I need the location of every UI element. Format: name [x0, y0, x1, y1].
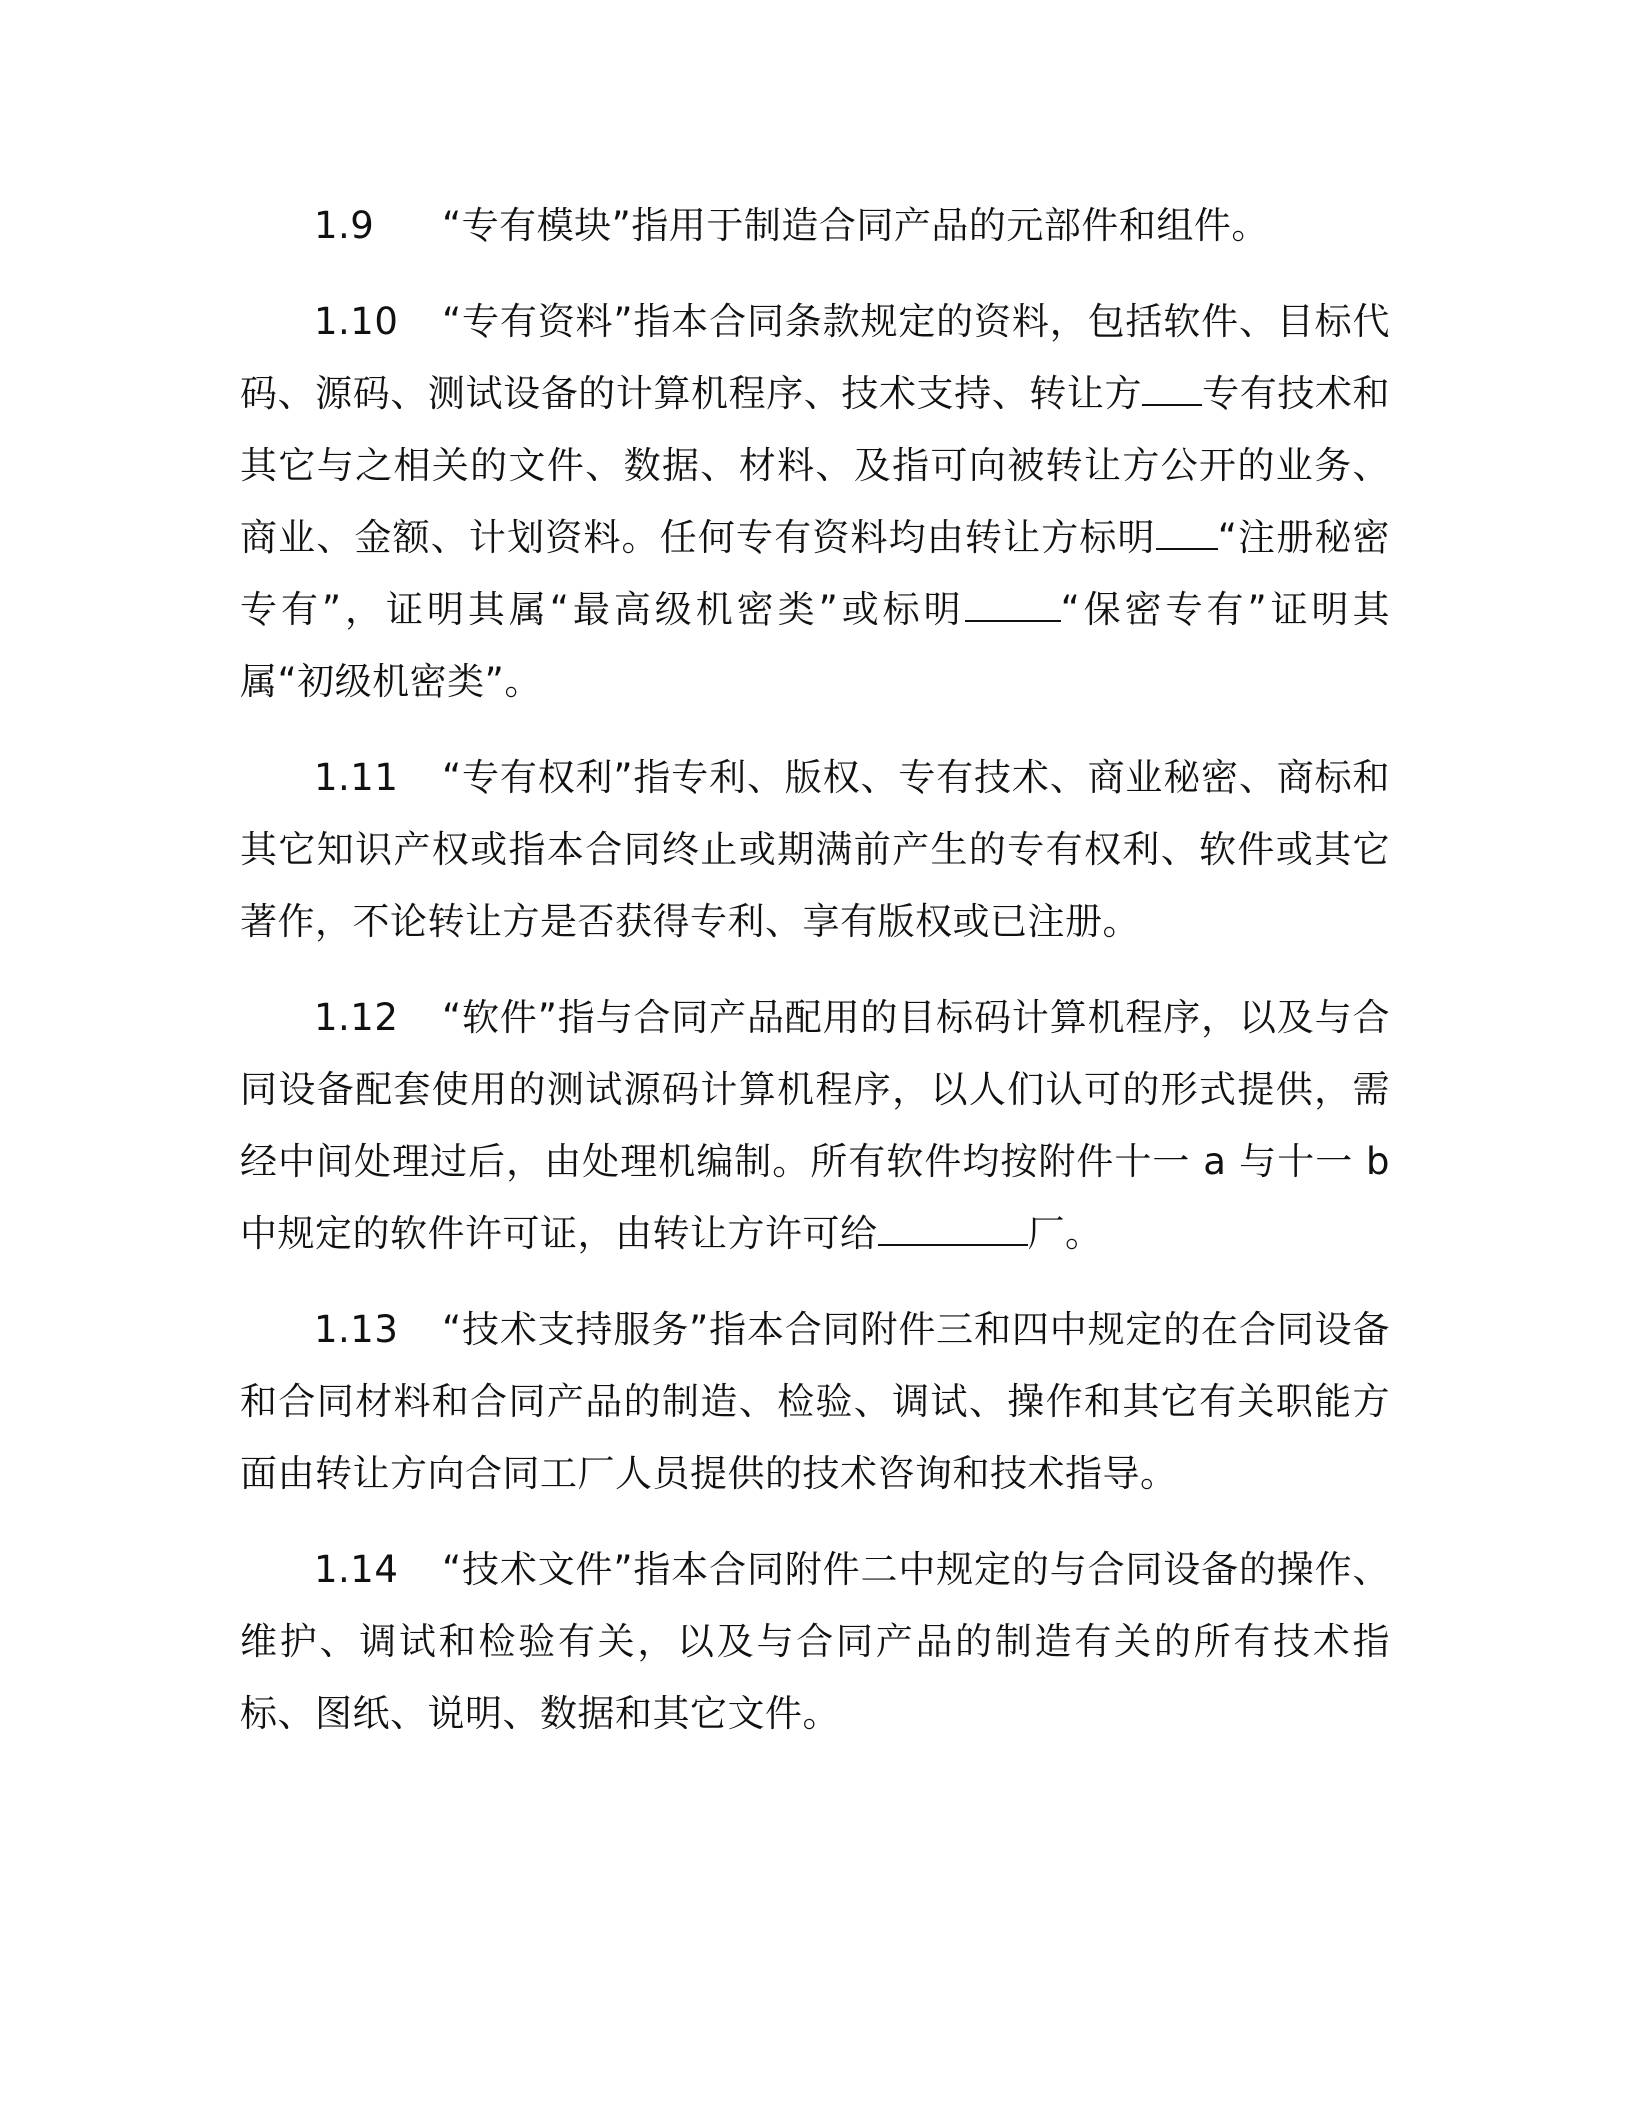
fill-in-blank[interactable]: [878, 1209, 1028, 1246]
clause-text-part: 专有技术和其它与之相关的文件、数据、材料、及指可向被转让方公开的业务、商业、金额、计划资料。任何专有资料均由转让方标明: [240, 372, 1391, 559]
clause-text: “技术支持服务”指本合同附件三和四中规定的在合同设备和合同材料和合同产品的制造、检验、调试、操作和其它有关职能方面由转让方向合同工厂人员提供的技术咨询和技术指导。: [240, 1308, 1390, 1495]
clause-1-14: [240, 1534, 1390, 1750]
clause-text: “专有模块”指用于制造合同产品的元部件和组件。: [442, 204, 1269, 247]
clause-number: 1.13: [314, 1308, 399, 1351]
clause-text-part: “软件”指与合同产品配用的目标码计算机程序，以及与合同设备配套使用的测试源码计算机程序，以人们认可的形式提供，需经中间处理过后，由处理机编制。所有软件均按附件十一 a 与十一 b 中规定的软件许可证，由转让方许可给: [240, 996, 1390, 1255]
clause-1-13: [240, 1294, 1390, 1510]
clause-text-part: “专有资料”指本合同条款规定的资料，包括软件、目标代码、源码、测试设备的计算机程序、技术支持、转让方: [240, 300, 1390, 415]
clause-text: “技术文件”指本合同附件二中规定的与合同设备的操作、维护、调试和检验有关，以及与合同产品的制造有关的所有技术指标、图纸、说明、数据和其它文件。: [240, 1548, 1390, 1735]
fill-in-blank[interactable]: [965, 585, 1061, 622]
clause-1-9: [240, 190, 1390, 262]
clause-text-part: “保密专有”证明其属“初级机密类”。: [240, 588, 1390, 703]
fill-in-blank[interactable]: [1142, 369, 1202, 406]
document-page: [240, 190, 1390, 1774]
clause-number: 1.10: [314, 300, 399, 343]
clause-1-12: [240, 982, 1390, 1270]
fill-in-blank[interactable]: [1156, 513, 1218, 550]
clause-number: 1.9: [314, 204, 375, 247]
clause-text: “专有权利”指专利、版权、专有技术、商业秘密、商标和其它知识产权或指本合同终止或期满前产生的专有权利、软件或其它著作，不论转让方是否获得专利、享有版权或已注册。: [240, 756, 1390, 943]
clause-1-10: [240, 286, 1390, 718]
clause-text-part: 厂。: [1027, 1212, 1103, 1255]
clause-number: 1.14: [314, 1548, 399, 1591]
clause-number: 1.12: [314, 996, 399, 1039]
clause-number: 1.11: [314, 756, 399, 799]
clause-1-11: [240, 742, 1390, 958]
clause-text-part: “注册秘密专有”，证明其属“最高级机密类”或标明: [240, 516, 1391, 631]
